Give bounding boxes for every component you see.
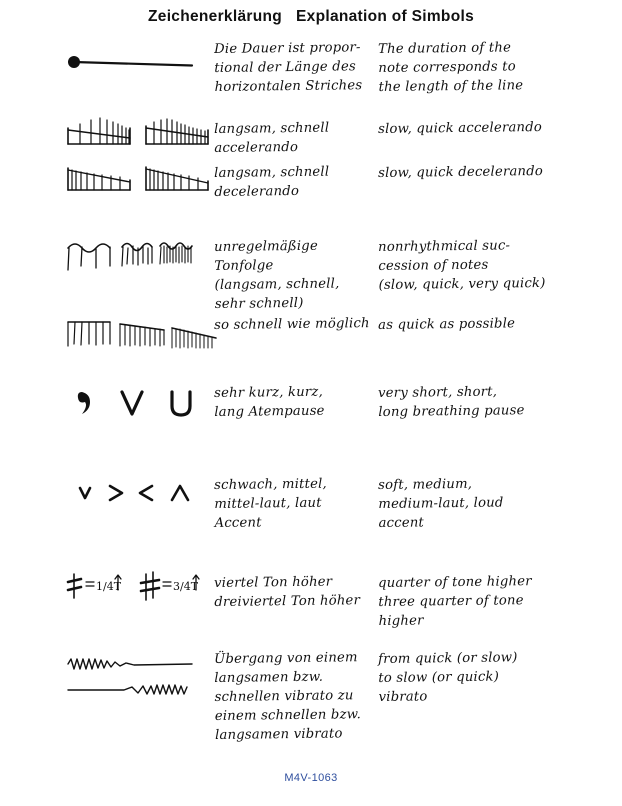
- legend-text-german: langsam, schnell decelerando: [214, 164, 330, 200]
- legend-text-english: The duration of the note corresponds to the length of the line: [378, 40, 524, 95]
- legend-text-german: unregelmäßige Tonfolge (langsam, schnell, sehr schnell): [214, 238, 340, 312]
- legend-text-english: from quick (or slow) to slow (or quick) vibrato: [378, 650, 518, 705]
- symbol-comma-vee-u-marks: [60, 380, 210, 424]
- symbol-four-accent-marks: [60, 472, 210, 516]
- legend-text-english: nonrhythmical suc- cession of notes (slow, quick, very quick): [378, 238, 546, 293]
- legend-text-german: schwach, mittel, mittel-laut, laut Accent: [214, 476, 327, 531]
- legend-text-german: viertel Ton höher dreiviertel Ton höher: [214, 574, 361, 610]
- legend-text-german: Die Dauer ist propor- tional der Länge des horizontalen Striches: [214, 40, 363, 95]
- legend-text-english: soft, medium, medium-laut, loud accent: [378, 476, 504, 531]
- legend-text-english: very short, short, long breathing pause: [378, 384, 525, 420]
- symbol-two-decelerando-beam-groups: [60, 160, 210, 202]
- legend-text-german: so schnell wie möglich: [214, 316, 370, 333]
- legend-text-german: langsam, schnell accelerando: [214, 120, 330, 156]
- symbol-dot-with-horizontal-line: [60, 42, 210, 82]
- page-title-english: Explanation of Simbols: [296, 8, 474, 25]
- symbol-three-wavy-beam-groups: [60, 230, 210, 286]
- legend-text-english: slow, quick decelerando: [378, 163, 544, 181]
- symbol-vibrato-to-line-and-line-to-vibrato: [60, 650, 210, 710]
- legend-text-english: quarter of tone higher three quarter of tone higher: [378, 574, 532, 629]
- page-title: [0, 8, 622, 26]
- legend-text-english: slow, quick accelerando: [378, 119, 543, 137]
- footer-identifier: M4V-1063: [284, 772, 338, 784]
- legend-text-english: as quick as possible: [378, 316, 516, 333]
- svg-text:1/4T: 1/4T: [96, 580, 122, 593]
- page-title-german: Zeichenerklärung: [148, 8, 283, 25]
- symbol-three-dense-beam-groups: [60, 310, 210, 354]
- symbol-quarter-tone-accidentals: [60, 568, 210, 616]
- legend-text-german: Übergang von einem langsamen bzw. schnellen vibrato zu einem schnellen bzw. langsamen vibrato: [214, 650, 362, 743]
- svg-text:3/4T: 3/4T: [173, 580, 199, 593]
- legend-text-german: sehr kurz, kurz, lang Atempause: [214, 384, 325, 420]
- symbol-two-accelerando-beam-groups: [60, 112, 210, 154]
